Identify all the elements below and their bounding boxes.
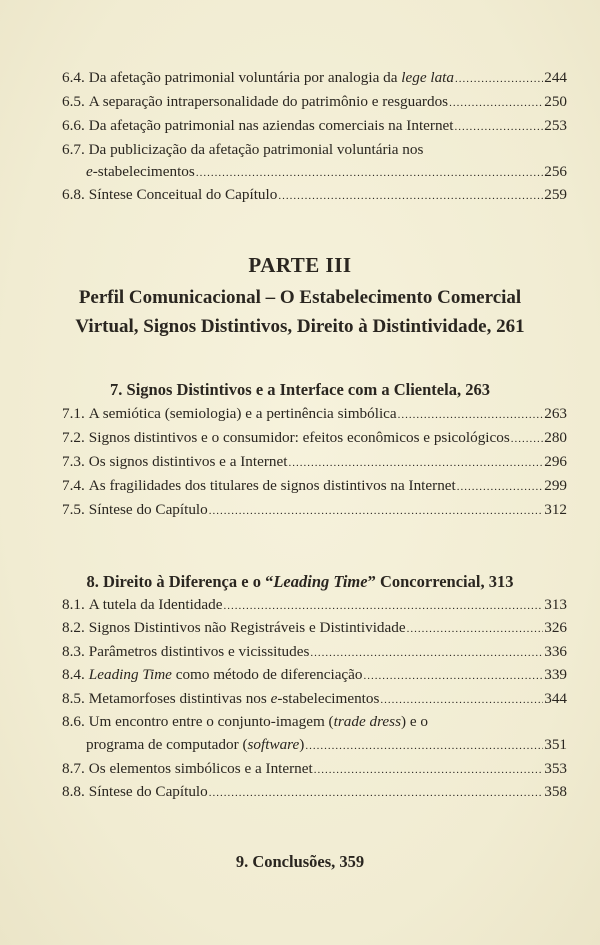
toc-entry-7-2 — [62, 427, 567, 448]
toc-entry-6-6 — [62, 115, 567, 136]
entry-number: 7.5. — [62, 501, 85, 518]
leader-dots — [457, 477, 543, 496]
leader-dots — [288, 453, 543, 472]
entry-page: 244 — [544, 69, 567, 86]
entry-page: 358 — [544, 783, 567, 800]
entry-title: Metamorfoses distintivas nos e-stabelecimentos — [88, 690, 380, 707]
entry-title: Um encontro entre o conjunto-imagem (trade dress) e o — [88, 713, 428, 730]
toc-entry-8-5 — [62, 688, 567, 709]
entry-number: 7.4. — [62, 477, 85, 494]
chapter-8-heading: 8. Direito à Diferença e o “Leading Time” Concorrencial, 313 — [86, 572, 514, 591]
leader-dots — [364, 666, 544, 685]
toc-entry-8-4 — [62, 664, 567, 685]
toc-entry-7-4 — [62, 475, 567, 496]
entry-page: 312 — [544, 501, 567, 518]
entry-page: 280 — [544, 429, 567, 446]
leader-dots — [380, 690, 543, 709]
entry-page: 353 — [544, 760, 567, 777]
entry-title: Síntese Conceitual do Capítulo — [88, 186, 278, 203]
entry-page: 253 — [544, 117, 567, 134]
entry-title: Síntese do Capítulo — [88, 783, 208, 800]
entry-title: Parâmetros distintivos e vicissitudes — [88, 643, 310, 660]
entry-title: Os signos distintivos e a Internet — [88, 453, 288, 470]
entry-page: 263 — [544, 405, 567, 422]
toc-entry-8-6-line1 — [62, 711, 428, 732]
entry-page: 326 — [544, 619, 567, 636]
toc-entry-6-7-line2 — [86, 161, 567, 182]
leader-dots — [314, 760, 543, 779]
entry-page: 299 — [544, 477, 567, 494]
entry-title: e-stabelecimentos — [86, 163, 195, 180]
entry-title: Os elementos simbólicos e a Internet — [88, 760, 313, 777]
entry-number: 7.1. — [62, 405, 85, 422]
entry-title: Da publicização da afetação patrimonial voluntária nos — [88, 141, 424, 158]
entry-page: 296 — [544, 453, 567, 470]
entry-page: 259 — [544, 186, 567, 203]
entry-page: 336 — [544, 643, 567, 660]
entry-number: 6.8. — [62, 186, 85, 203]
entry-title: Síntese do Capítulo — [88, 501, 208, 518]
entry-title: Leading Time como método de diferenciação — [88, 666, 363, 683]
entry-title: Signos distintivos e o consumidor: efeitos econômicos e psicológicos — [88, 429, 510, 446]
entry-page: 313 — [544, 596, 567, 613]
part-title-line1: Perfil Comunicacional – O Estabelecimento Comercial — [78, 287, 522, 308]
chapter-9-heading: 9. Conclusões, 359 — [235, 852, 365, 871]
entry-page: 256 — [544, 163, 567, 180]
toc-entry-8-8 — [62, 781, 567, 802]
leader-dots — [209, 501, 543, 520]
entry-number: 8.7. — [62, 760, 85, 777]
entry-title: Da afetação patrimonial nas aziendas comerciais na Internet — [88, 117, 454, 134]
leader-dots — [310, 643, 543, 662]
entry-number: 7.2. — [62, 429, 85, 446]
entry-number: 6.5. — [62, 93, 85, 110]
leader-dots — [305, 736, 543, 755]
entry-number: 8.5. — [62, 690, 85, 707]
toc-entry-8-6-line2 — [86, 734, 567, 755]
leader-dots — [511, 429, 543, 448]
leader-dots — [449, 93, 543, 112]
toc-entry-7-5 — [62, 499, 567, 520]
toc-entry-6-8 — [62, 184, 567, 205]
entry-number: 8.2. — [62, 619, 85, 636]
toc-entry-6-4 — [62, 67, 567, 88]
entry-number: 7.3. — [62, 453, 85, 470]
entry-number: 8.3. — [62, 643, 85, 660]
entry-title: Da afetação patrimonial voluntária por analogia da lege lata — [88, 69, 454, 86]
toc-entry-6-7-line1 — [62, 139, 423, 160]
entry-number: 8.6. — [62, 713, 85, 730]
entry-title: Signos Distintivos não Registráveis e Distintividade — [88, 619, 406, 636]
toc-entry-7-1 — [62, 403, 567, 424]
leader-dots — [398, 405, 544, 424]
leader-dots — [196, 163, 543, 182]
entry-number: 6.6. — [62, 117, 85, 134]
part-title-line2: Virtual, Signos Distintivos, Direito à Distintividade, 261 — [75, 316, 525, 337]
toc-entry-8-7 — [62, 758, 567, 779]
entry-number: 6.4. — [62, 69, 85, 86]
entry-number: 8.8. — [62, 783, 85, 800]
entry-number: 8.1. — [62, 596, 85, 613]
leader-dots — [455, 69, 543, 88]
toc-entry-6-5 — [62, 91, 567, 112]
leader-dots — [455, 117, 544, 136]
entry-page: 344 — [544, 690, 567, 707]
entry-number: 6.7. — [62, 141, 85, 158]
entry-title: A separação intrapersonalidade do patrimônio e resguardos — [88, 93, 449, 110]
part-label: PARTE III — [248, 253, 352, 277]
entry-title: As fragilidades dos titulares de signos distintivos na Internet — [88, 477, 456, 494]
entry-number: 8.4. — [62, 666, 85, 683]
entry-title: A tutela da Identidade — [88, 596, 223, 613]
chapter-7-heading: 7. Signos Distintivos e a Interface com a Clientela, 263 — [110, 380, 490, 399]
entry-page: 351 — [544, 736, 567, 753]
entry-title: A semiótica (semiologia) e a pertinência simbólica — [88, 405, 397, 422]
toc-entry-8-2 — [62, 617, 567, 638]
toc-entry-8-3 — [62, 641, 567, 662]
toc-entry-7-3 — [62, 451, 567, 472]
entry-title: programa de computador (software) — [86, 736, 305, 753]
leader-dots — [209, 783, 543, 802]
entry-page: 250 — [544, 93, 567, 110]
leader-dots — [407, 619, 544, 638]
entry-page: 339 — [544, 666, 567, 683]
leader-dots — [223, 596, 543, 615]
leader-dots — [278, 186, 543, 205]
toc-entry-8-1 — [62, 594, 567, 615]
